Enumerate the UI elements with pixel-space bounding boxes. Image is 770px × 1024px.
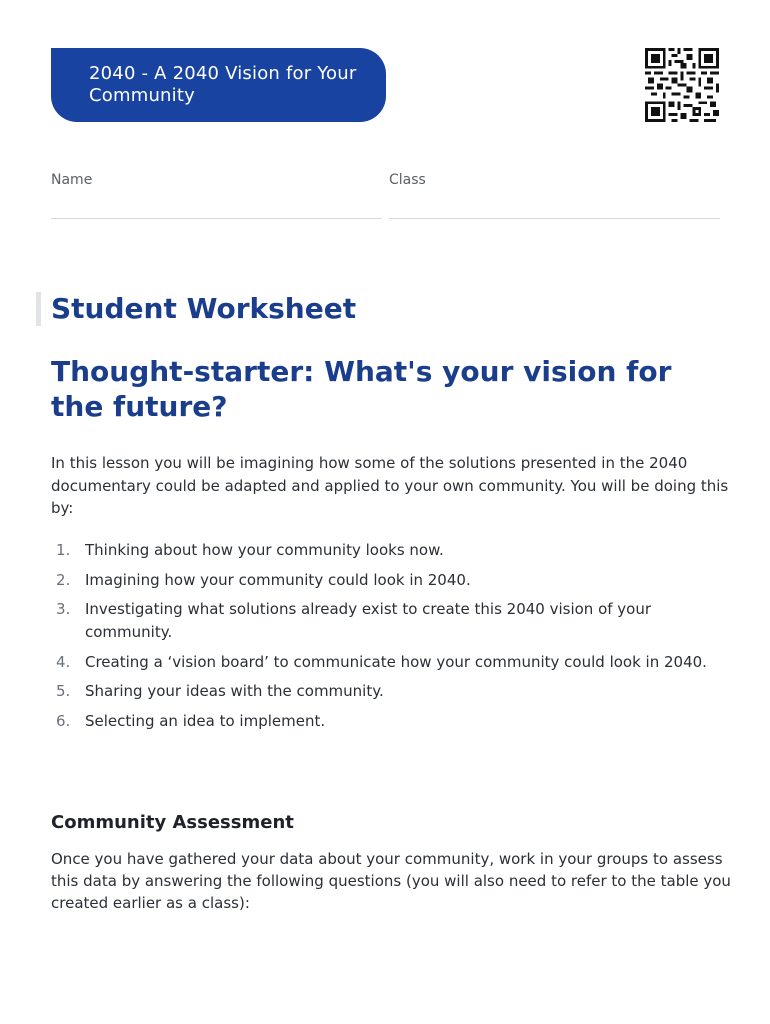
class-field[interactable] [389,218,720,219]
list-item [51,598,731,644]
list-item [51,680,731,703]
list-text: Imagining how your community could look in 2040. [85,570,471,589]
header-banner [51,48,386,122]
class-label: Class [389,172,426,188]
list-item [51,710,731,733]
list-item [51,651,731,674]
list-number: 2. [56,570,71,589]
header-title: 2040 - A 2040 Vision for Your Community [89,63,357,106]
list-text: Creating a ‘vision board’ to communicate how your community could look in 2040. [85,652,707,671]
list-text: Selecting an idea to implement. [85,711,326,730]
list-number: 1. [56,541,71,559]
list-number: 3. [56,600,71,618]
name-field[interactable] [51,218,382,219]
list-number: 4. [56,652,71,671]
assessment-paragraph: Once you have gathered your data about your community, work in your groups to assess this data by answering the following questions (you will also need to refer to the table you created earlier as a class): [51,850,731,912]
list-text: Thinking about how your community looks now. [85,541,444,559]
qr-code-icon [643,48,721,122]
name-label: Name [51,172,93,188]
thought-starter-heading: Thought-starter: What's your vision for the future? [51,355,672,423]
list-number: 6. [56,711,71,730]
community-assessment-heading: Community Assessment [51,812,294,833]
list-number: 5. [56,682,71,700]
section-marker [36,292,41,326]
list-item [51,569,731,592]
list-text: Investigating what solutions already exist to create this 2040 vision of your community. [85,600,652,641]
list-text: Sharing your ideas with the community. [85,682,384,700]
list-item [51,539,731,562]
steps-list [51,539,731,739]
intro-paragraph: In this lesson you will be imagining how some of the solutions presented in the 2040 documentary could be adapted and applied to your own community. You will be doing this by: [51,454,729,517]
worksheet-title: Student Worksheet [51,292,357,325]
